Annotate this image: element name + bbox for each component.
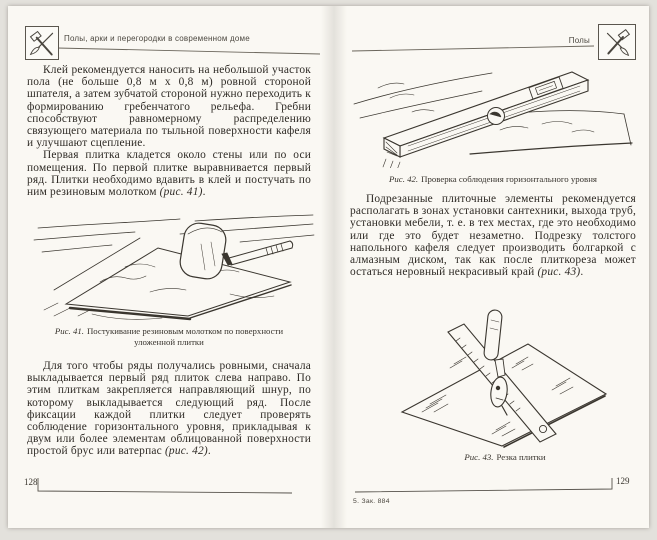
right-running-header: Полы <box>568 36 590 45</box>
paragraph-text: . <box>207 445 211 458</box>
paragraph-text: . <box>580 266 584 279</box>
figure-42-spirit-level-illustration <box>350 58 638 168</box>
paragraph <box>27 360 311 458</box>
paragraph-text: Для того чтобы ряды получались ровными, сначала выкладывается первый ряд плиток слева направо. По этим плиткам закрепляется направляющий шнур, по которому выкладывается следующий ряд. После фиксации каждой плитки следует проверять соблюдение горизонтального уровня, прикладывая к двум или более элементам облицованной поверхности простой брус или ватерпас <box>27 360 311 458</box>
right-page-number: 129 <box>616 476 630 486</box>
figure-caption-label: Рис. 43. <box>464 452 494 462</box>
figure-caption-text: Постукивание резиновым молотком по поверхности уложенной плитки <box>86 326 284 347</box>
right-header-icon-box <box>598 24 636 60</box>
figure-43-tile-cutting-illustration <box>396 308 614 448</box>
figure-42-caption <box>348 174 638 185</box>
paragraph-text: . <box>202 186 206 199</box>
figure-41-rubber-mallet-illustration <box>30 212 318 322</box>
paragraph <box>27 64 311 149</box>
crossed-hammer-and-trowel-icon <box>27 28 57 58</box>
left-text-block-top <box>27 64 311 198</box>
left-running-header: Полы, арки и перегородки в современном доме <box>64 34 250 43</box>
figure-caption-label: Рис. 42. <box>389 174 419 184</box>
page-gutter-shadow <box>321 6 347 528</box>
figure-43-caption <box>398 452 612 463</box>
figure-reference: (рис. 43) <box>537 266 581 279</box>
crossed-hammer-and-trowel-icon <box>602 27 633 58</box>
paragraph-text: Клей рекомендуется наносить на небольшой участок пола (не больше 0,8 м х 0,8 м) ровной стороной шпателя, а затем зубчатой стороной нужно переходить к формированию гребенчатого рельефа. Гребни способствуют равномерному распределению связующего материала по тыльной поверхности кафеля и улучшают сцепление. <box>27 64 311 150</box>
paragraph <box>350 193 636 278</box>
figure-caption-text: Резка плитки <box>496 452 546 462</box>
figure-caption-text: Проверка соблюдения горизонтального уровня <box>421 174 597 184</box>
paragraph-text: Подрезанные плиточные элементы рекомендуется располагать в зонах установки сантехники, выхода труб, установки мебели, т. е. в тех местах, где это необходимо или где это будет незаметно. Подрезку толстого напольного кафеля следует производить болгаркой с алмазным диском, так как после плиткореза может остаться неровный некрасивый край <box>350 193 636 279</box>
print-signature-mark: 5. Зак. 884 <box>353 498 390 505</box>
left-page-number: 128 <box>24 477 38 487</box>
figure-caption-label: Рис. 41. <box>54 326 84 336</box>
figure-reference: (рис. 41) <box>159 186 203 199</box>
left-header-icon-box <box>25 26 59 60</box>
right-text-block <box>350 193 636 278</box>
paragraph-text: Первая плитка кладется около стены или по оси помещения. По первой плитке выравнивается первый ряд. Плитки необходимо вдавить в клей и постучать по ним резиновым молотком <box>27 149 311 199</box>
left-text-block-bottom <box>27 360 311 458</box>
figure-reference: (рис. 42) <box>164 445 208 458</box>
figure-41-caption <box>42 326 296 348</box>
paragraph <box>27 149 311 198</box>
